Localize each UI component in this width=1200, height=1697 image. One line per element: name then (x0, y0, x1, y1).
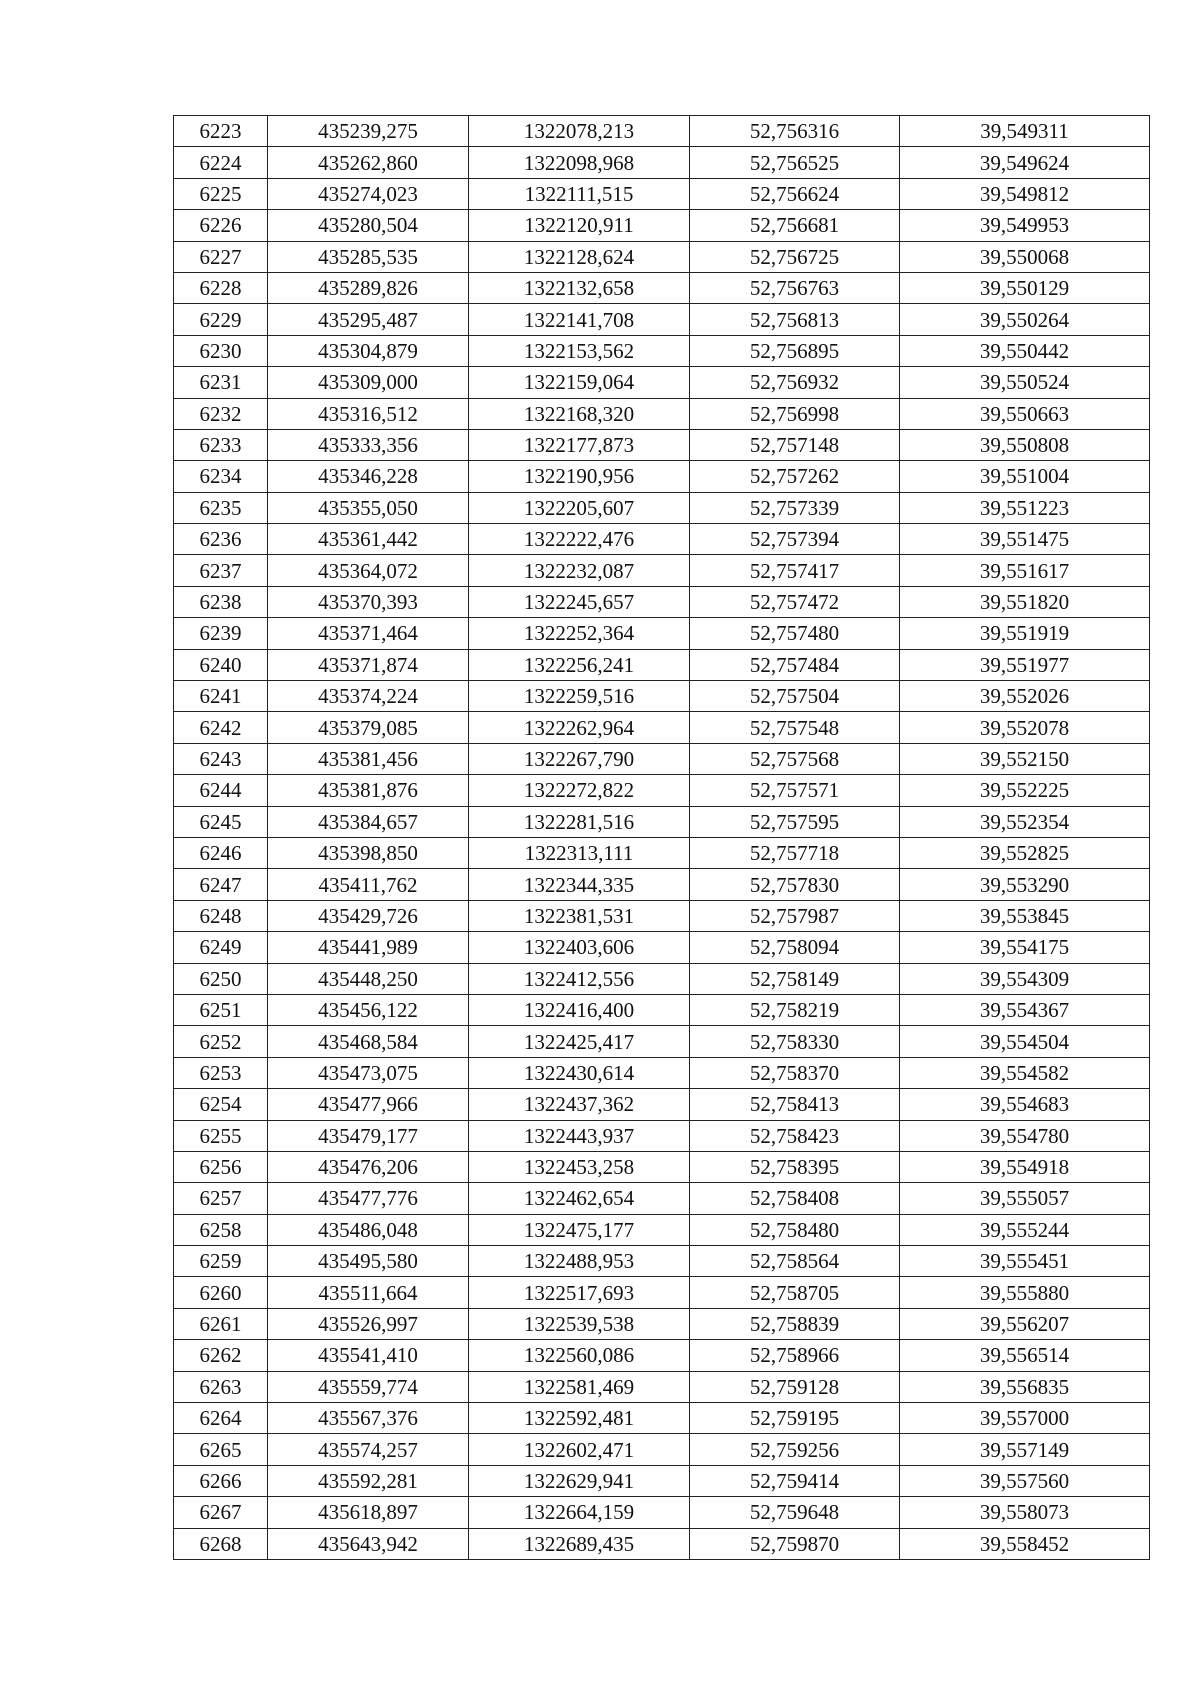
point-number-cell: 6229 (174, 304, 268, 335)
y-coordinate-cell: 1322437,362 (469, 1089, 690, 1120)
table-row (174, 1120, 1150, 1151)
table-row (174, 1089, 1150, 1120)
point-number-cell: 6232 (174, 398, 268, 429)
y-coordinate-cell: 1322602,471 (469, 1434, 690, 1465)
y-coordinate-cell: 1322592,481 (469, 1403, 690, 1434)
table-row (174, 461, 1150, 492)
x-coordinate-cell: 435333,356 (268, 429, 469, 460)
y-coordinate-cell: 1322403,606 (469, 932, 690, 963)
table-row (174, 398, 1150, 429)
table-row (174, 116, 1150, 147)
longitude-cell: 39,555057 (900, 1183, 1150, 1214)
y-coordinate-cell: 1322453,258 (469, 1151, 690, 1182)
latitude-cell: 52,757484 (690, 649, 900, 680)
point-number-cell: 6244 (174, 775, 268, 806)
x-coordinate-cell: 435398,850 (268, 837, 469, 868)
y-coordinate-cell: 1322443,937 (469, 1120, 690, 1151)
y-coordinate-cell: 1322111,515 (469, 178, 690, 209)
table-row (174, 1528, 1150, 1559)
longitude-cell: 39,550524 (900, 367, 1150, 398)
latitude-cell: 52,756895 (690, 335, 900, 366)
latitude-cell: 52,756763 (690, 272, 900, 303)
point-number-cell: 6263 (174, 1371, 268, 1402)
point-number-cell: 6257 (174, 1183, 268, 1214)
point-number-cell: 6264 (174, 1403, 268, 1434)
x-coordinate-cell: 435304,879 (268, 335, 469, 366)
x-coordinate-cell: 435495,580 (268, 1246, 469, 1277)
point-number-cell: 6261 (174, 1308, 268, 1339)
longitude-cell: 39,558073 (900, 1497, 1150, 1528)
table-row (174, 1151, 1150, 1182)
longitude-cell: 39,554367 (900, 994, 1150, 1025)
latitude-cell: 52,757548 (690, 712, 900, 743)
table-row (174, 429, 1150, 460)
y-coordinate-cell: 1322128,624 (469, 241, 690, 272)
latitude-cell: 52,756525 (690, 147, 900, 178)
x-coordinate-cell: 435567,376 (268, 1403, 469, 1434)
x-coordinate-cell: 435541,410 (268, 1340, 469, 1371)
y-coordinate-cell: 1322539,538 (469, 1308, 690, 1339)
x-coordinate-cell: 435511,664 (268, 1277, 469, 1308)
x-coordinate-cell: 435559,774 (268, 1371, 469, 1402)
y-coordinate-cell: 1322381,531 (469, 900, 690, 931)
latitude-cell: 52,759128 (690, 1371, 900, 1402)
latitude-cell: 52,759414 (690, 1465, 900, 1496)
longitude-cell: 39,551223 (900, 492, 1150, 523)
y-coordinate-cell: 1322262,964 (469, 712, 690, 743)
y-coordinate-cell: 1322689,435 (469, 1528, 690, 1559)
table-row (174, 681, 1150, 712)
latitude-cell: 52,757262 (690, 461, 900, 492)
y-coordinate-cell: 1322190,956 (469, 461, 690, 492)
latitude-cell: 52,758370 (690, 1057, 900, 1088)
table-row (174, 743, 1150, 774)
y-coordinate-cell: 1322664,159 (469, 1497, 690, 1528)
table-row (174, 147, 1150, 178)
latitude-cell: 52,757718 (690, 837, 900, 868)
y-coordinate-cell: 1322120,911 (469, 210, 690, 241)
table-row (174, 1057, 1150, 1088)
point-number-cell: 6238 (174, 586, 268, 617)
longitude-cell: 39,552354 (900, 806, 1150, 837)
latitude-cell: 52,758966 (690, 1340, 900, 1371)
point-number-cell: 6249 (174, 932, 268, 963)
point-number-cell: 6256 (174, 1151, 268, 1182)
point-number-cell: 6268 (174, 1528, 268, 1559)
table-row (174, 932, 1150, 963)
table-row (174, 649, 1150, 680)
longitude-cell: 39,551820 (900, 586, 1150, 617)
longitude-cell: 39,552150 (900, 743, 1150, 774)
y-coordinate-cell: 1322267,790 (469, 743, 690, 774)
x-coordinate-cell: 435479,177 (268, 1120, 469, 1151)
latitude-cell: 52,756316 (690, 116, 900, 147)
longitude-cell: 39,553845 (900, 900, 1150, 931)
x-coordinate-cell: 435473,075 (268, 1057, 469, 1088)
longitude-cell: 39,552078 (900, 712, 1150, 743)
y-coordinate-cell: 1322313,111 (469, 837, 690, 868)
x-coordinate-cell: 435361,442 (268, 524, 469, 555)
table-row (174, 555, 1150, 586)
x-coordinate-cell: 435262,860 (268, 147, 469, 178)
latitude-cell: 52,759256 (690, 1434, 900, 1465)
y-coordinate-cell: 1322098,968 (469, 147, 690, 178)
longitude-cell: 39,549311 (900, 116, 1150, 147)
longitude-cell: 39,558452 (900, 1528, 1150, 1559)
longitude-cell: 39,555880 (900, 1277, 1150, 1308)
point-number-cell: 6241 (174, 681, 268, 712)
latitude-cell: 52,757987 (690, 900, 900, 931)
longitude-cell: 39,551919 (900, 618, 1150, 649)
table-row (174, 210, 1150, 241)
table-row (174, 1026, 1150, 1057)
latitude-cell: 52,757595 (690, 806, 900, 837)
table-row (174, 837, 1150, 868)
point-number-cell: 6231 (174, 367, 268, 398)
y-coordinate-cell: 1322416,400 (469, 994, 690, 1025)
x-coordinate-cell: 435289,826 (268, 272, 469, 303)
point-number-cell: 6245 (174, 806, 268, 837)
point-number-cell: 6243 (174, 743, 268, 774)
y-coordinate-cell: 1322141,708 (469, 304, 690, 335)
longitude-cell: 39,554683 (900, 1089, 1150, 1120)
longitude-cell: 39,556514 (900, 1340, 1150, 1371)
longitude-cell: 39,554309 (900, 963, 1150, 994)
latitude-cell: 52,758480 (690, 1214, 900, 1245)
latitude-cell: 52,757568 (690, 743, 900, 774)
latitude-cell: 52,757504 (690, 681, 900, 712)
table-row (174, 335, 1150, 366)
y-coordinate-cell: 1322560,086 (469, 1340, 690, 1371)
longitude-cell: 39,550129 (900, 272, 1150, 303)
table-row (174, 1465, 1150, 1496)
latitude-cell: 52,759195 (690, 1403, 900, 1434)
table-row (174, 1340, 1150, 1371)
longitude-cell: 39,551617 (900, 555, 1150, 586)
x-coordinate-cell: 435477,966 (268, 1089, 469, 1120)
point-number-cell: 6237 (174, 555, 268, 586)
latitude-cell: 52,758705 (690, 1277, 900, 1308)
table-row (174, 1403, 1150, 1434)
y-coordinate-cell: 1322581,469 (469, 1371, 690, 1402)
longitude-cell: 39,552825 (900, 837, 1150, 868)
y-coordinate-cell: 1322078,213 (469, 116, 690, 147)
longitude-cell: 39,554918 (900, 1151, 1150, 1182)
table-row (174, 524, 1150, 555)
point-number-cell: 6253 (174, 1057, 268, 1088)
latitude-cell: 52,758330 (690, 1026, 900, 1057)
y-coordinate-cell: 1322462,654 (469, 1183, 690, 1214)
point-number-cell: 6254 (174, 1089, 268, 1120)
x-coordinate-cell: 435429,726 (268, 900, 469, 931)
point-number-cell: 6240 (174, 649, 268, 680)
point-number-cell: 6246 (174, 837, 268, 868)
point-number-cell: 6227 (174, 241, 268, 272)
latitude-cell: 52,757394 (690, 524, 900, 555)
table-row (174, 869, 1150, 900)
table-row (174, 1308, 1150, 1339)
table-row (174, 806, 1150, 837)
point-number-cell: 6228 (174, 272, 268, 303)
table-row (174, 775, 1150, 806)
longitude-cell: 39,549953 (900, 210, 1150, 241)
latitude-cell: 52,758413 (690, 1089, 900, 1120)
x-coordinate-cell: 435371,464 (268, 618, 469, 649)
point-number-cell: 6266 (174, 1465, 268, 1496)
table-row (174, 241, 1150, 272)
y-coordinate-cell: 1322272,822 (469, 775, 690, 806)
latitude-cell: 52,756624 (690, 178, 900, 209)
point-number-cell: 6267 (174, 1497, 268, 1528)
longitude-cell: 39,554504 (900, 1026, 1150, 1057)
y-coordinate-cell: 1322153,562 (469, 335, 690, 366)
longitude-cell: 39,557000 (900, 1403, 1150, 1434)
x-coordinate-cell: 435364,072 (268, 555, 469, 586)
table-row (174, 712, 1150, 743)
longitude-cell: 39,553290 (900, 869, 1150, 900)
y-coordinate-cell: 1322252,364 (469, 618, 690, 649)
point-number-cell: 6258 (174, 1214, 268, 1245)
x-coordinate-cell: 435441,989 (268, 932, 469, 963)
longitude-cell: 39,552026 (900, 681, 1150, 712)
table-row (174, 900, 1150, 931)
y-coordinate-cell: 1322222,476 (469, 524, 690, 555)
table-row (174, 618, 1150, 649)
x-coordinate-cell: 435456,122 (268, 994, 469, 1025)
x-coordinate-cell: 435370,393 (268, 586, 469, 617)
point-number-cell: 6259 (174, 1246, 268, 1277)
latitude-cell: 52,758149 (690, 963, 900, 994)
table-row (174, 963, 1150, 994)
latitude-cell: 52,758094 (690, 932, 900, 963)
y-coordinate-cell: 1322259,516 (469, 681, 690, 712)
x-coordinate-cell: 435346,228 (268, 461, 469, 492)
latitude-cell: 52,758408 (690, 1183, 900, 1214)
y-coordinate-cell: 1322281,516 (469, 806, 690, 837)
longitude-cell: 39,551004 (900, 461, 1150, 492)
y-coordinate-cell: 1322344,335 (469, 869, 690, 900)
coordinates-table (173, 115, 1150, 1560)
x-coordinate-cell: 435371,874 (268, 649, 469, 680)
table-row (174, 304, 1150, 335)
latitude-cell: 52,756725 (690, 241, 900, 272)
longitude-cell: 39,550442 (900, 335, 1150, 366)
point-number-cell: 6255 (174, 1120, 268, 1151)
point-number-cell: 6242 (174, 712, 268, 743)
latitude-cell: 52,756998 (690, 398, 900, 429)
table-row (174, 1183, 1150, 1214)
point-number-cell: 6252 (174, 1026, 268, 1057)
x-coordinate-cell: 435274,023 (268, 178, 469, 209)
x-coordinate-cell: 435280,504 (268, 210, 469, 241)
point-number-cell: 6247 (174, 869, 268, 900)
table-row (174, 1371, 1150, 1402)
y-coordinate-cell: 1322425,417 (469, 1026, 690, 1057)
point-number-cell: 6239 (174, 618, 268, 649)
y-coordinate-cell: 1322488,953 (469, 1246, 690, 1277)
table-row (174, 994, 1150, 1025)
longitude-cell: 39,556835 (900, 1371, 1150, 1402)
y-coordinate-cell: 1322177,873 (469, 429, 690, 460)
longitude-cell: 39,555244 (900, 1214, 1150, 1245)
longitude-cell: 39,554582 (900, 1057, 1150, 1088)
point-number-cell: 6235 (174, 492, 268, 523)
x-coordinate-cell: 435285,535 (268, 241, 469, 272)
point-number-cell: 6223 (174, 116, 268, 147)
x-coordinate-cell: 435239,275 (268, 116, 469, 147)
table-row (174, 1497, 1150, 1528)
table-row (174, 272, 1150, 303)
y-coordinate-cell: 1322168,320 (469, 398, 690, 429)
point-number-cell: 6230 (174, 335, 268, 366)
longitude-cell: 39,551475 (900, 524, 1150, 555)
latitude-cell: 52,756932 (690, 367, 900, 398)
x-coordinate-cell: 435374,224 (268, 681, 469, 712)
y-coordinate-cell: 1322517,693 (469, 1277, 690, 1308)
y-coordinate-cell: 1322132,658 (469, 272, 690, 303)
longitude-cell: 39,554780 (900, 1120, 1150, 1151)
longitude-cell: 39,549812 (900, 178, 1150, 209)
latitude-cell: 52,757480 (690, 618, 900, 649)
longitude-cell: 39,554175 (900, 932, 1150, 963)
x-coordinate-cell: 435486,048 (268, 1214, 469, 1245)
x-coordinate-cell: 435526,997 (268, 1308, 469, 1339)
latitude-cell: 52,757571 (690, 775, 900, 806)
x-coordinate-cell: 435316,512 (268, 398, 469, 429)
longitude-cell: 39,556207 (900, 1308, 1150, 1339)
latitude-cell: 52,758423 (690, 1120, 900, 1151)
table-row (174, 367, 1150, 398)
x-coordinate-cell: 435411,762 (268, 869, 469, 900)
point-number-cell: 6265 (174, 1434, 268, 1465)
longitude-cell: 39,552225 (900, 775, 1150, 806)
table-row (174, 1434, 1150, 1465)
y-coordinate-cell: 1322430,614 (469, 1057, 690, 1088)
point-number-cell: 6224 (174, 147, 268, 178)
point-number-cell: 6262 (174, 1340, 268, 1371)
x-coordinate-cell: 435574,257 (268, 1434, 469, 1465)
x-coordinate-cell: 435477,776 (268, 1183, 469, 1214)
latitude-cell: 52,756813 (690, 304, 900, 335)
longitude-cell: 39,550663 (900, 398, 1150, 429)
latitude-cell: 52,757472 (690, 586, 900, 617)
point-number-cell: 6250 (174, 963, 268, 994)
x-coordinate-cell: 435468,584 (268, 1026, 469, 1057)
longitude-cell: 39,551977 (900, 649, 1150, 680)
table-row (174, 178, 1150, 209)
y-coordinate-cell: 1322475,177 (469, 1214, 690, 1245)
y-coordinate-cell: 1322205,607 (469, 492, 690, 523)
x-coordinate-cell: 435355,050 (268, 492, 469, 523)
x-coordinate-cell: 435379,085 (268, 712, 469, 743)
latitude-cell: 52,757148 (690, 429, 900, 460)
x-coordinate-cell: 435448,250 (268, 963, 469, 994)
x-coordinate-cell: 435384,657 (268, 806, 469, 837)
latitude-cell: 52,759648 (690, 1497, 900, 1528)
latitude-cell: 52,758564 (690, 1246, 900, 1277)
latitude-cell: 52,758219 (690, 994, 900, 1025)
coordinates-table-body (174, 116, 1150, 1560)
y-coordinate-cell: 1322629,941 (469, 1465, 690, 1496)
point-number-cell: 6233 (174, 429, 268, 460)
latitude-cell: 52,757339 (690, 492, 900, 523)
x-coordinate-cell: 435618,897 (268, 1497, 469, 1528)
table-row (174, 1246, 1150, 1277)
point-number-cell: 6225 (174, 178, 268, 209)
y-coordinate-cell: 1322232,087 (469, 555, 690, 586)
latitude-cell: 52,757830 (690, 869, 900, 900)
point-number-cell: 6251 (174, 994, 268, 1025)
x-coordinate-cell: 435381,876 (268, 775, 469, 806)
x-coordinate-cell: 435476,206 (268, 1151, 469, 1182)
y-coordinate-cell: 1322256,241 (469, 649, 690, 680)
table-row (174, 586, 1150, 617)
y-coordinate-cell: 1322159,064 (469, 367, 690, 398)
point-number-cell: 6236 (174, 524, 268, 555)
latitude-cell: 52,758395 (690, 1151, 900, 1182)
longitude-cell: 39,557149 (900, 1434, 1150, 1465)
x-coordinate-cell: 435643,942 (268, 1528, 469, 1559)
table-row (174, 1277, 1150, 1308)
x-coordinate-cell: 435309,000 (268, 367, 469, 398)
table-row (174, 492, 1150, 523)
point-number-cell: 6260 (174, 1277, 268, 1308)
longitude-cell: 39,555451 (900, 1246, 1150, 1277)
longitude-cell: 39,549624 (900, 147, 1150, 178)
latitude-cell: 52,757417 (690, 555, 900, 586)
longitude-cell: 39,550264 (900, 304, 1150, 335)
latitude-cell: 52,759870 (690, 1528, 900, 1559)
y-coordinate-cell: 1322245,657 (469, 586, 690, 617)
latitude-cell: 52,756681 (690, 210, 900, 241)
longitude-cell: 39,550808 (900, 429, 1150, 460)
point-number-cell: 6226 (174, 210, 268, 241)
table-row (174, 1214, 1150, 1245)
longitude-cell: 39,557560 (900, 1465, 1150, 1496)
point-number-cell: 6234 (174, 461, 268, 492)
latitude-cell: 52,758839 (690, 1308, 900, 1339)
x-coordinate-cell: 435295,487 (268, 304, 469, 335)
x-coordinate-cell: 435381,456 (268, 743, 469, 774)
x-coordinate-cell: 435592,281 (268, 1465, 469, 1496)
longitude-cell: 39,550068 (900, 241, 1150, 272)
point-number-cell: 6248 (174, 900, 268, 931)
y-coordinate-cell: 1322412,556 (469, 963, 690, 994)
